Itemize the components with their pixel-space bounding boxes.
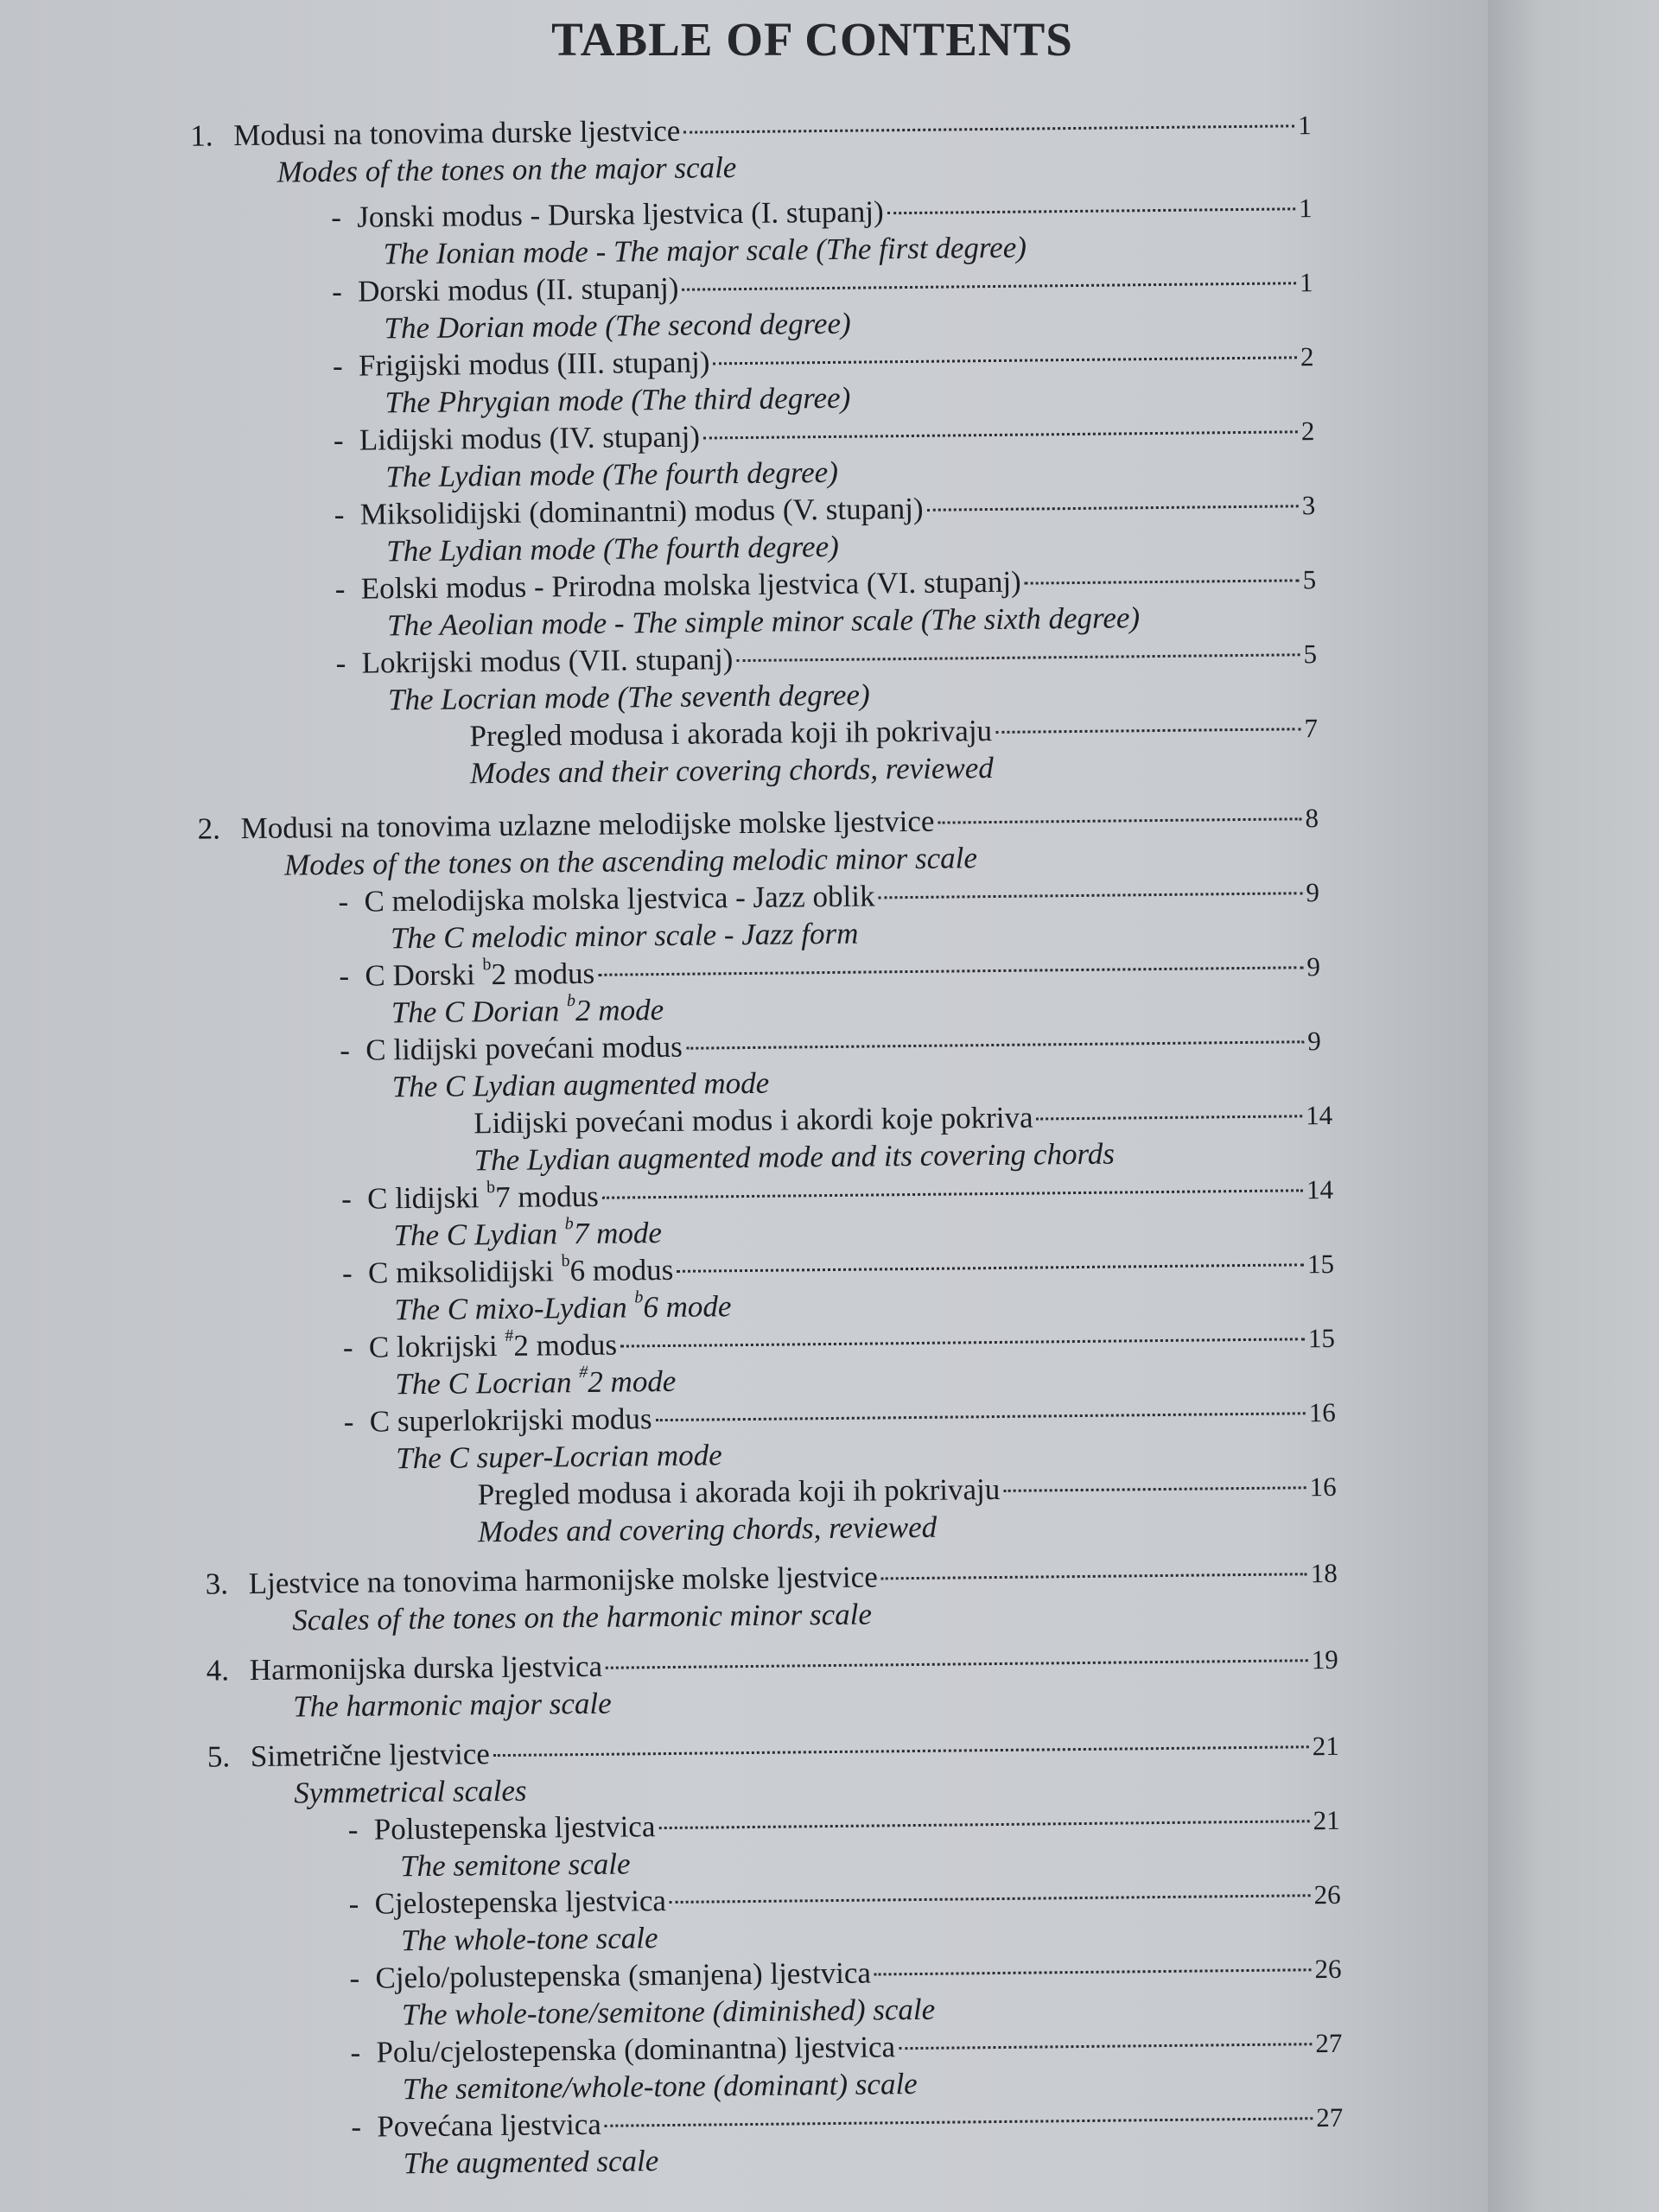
toc-entry[interactable]	[17, 1726, 1401, 1815]
accidental-superscript: #	[505, 1326, 514, 1346]
dot-leader	[602, 1189, 1303, 1198]
label-text: 7 modus	[494, 1179, 599, 1215]
entry-translation: Modes and their covering chords, reviewed	[469, 751, 995, 791]
toc-entry[interactable]	[11, 1169, 1395, 1258]
toc-entry[interactable]	[14, 1392, 1397, 1481]
entry-translation: The semitone scale	[399, 1847, 631, 1884]
dot-leader	[493, 1745, 1309, 1757]
dot-leader	[938, 817, 1301, 823]
entry-label: Pregled modusa i akorada koji ih pokrivaju	[469, 714, 993, 753]
toc-entry[interactable]	[19, 1948, 1402, 2037]
table-of-contents	[0, 105, 1404, 2186]
entry-translation: The Locrian mode (The seventh degree)	[387, 677, 870, 717]
bullet-dash: -	[333, 423, 344, 457]
dot-leader	[606, 1659, 1308, 1669]
dot-leader	[620, 1338, 1305, 1347]
entry-label: Cjelo/polustepenska (smanjena) ljestvica	[375, 1955, 872, 1995]
accidental-superscript: b	[482, 955, 492, 975]
entry-label: C melodijska molska ljestvica - Jazz oblik	[364, 879, 875, 918]
page-number: 2	[1300, 341, 1314, 372]
page-number: 7	[1304, 713, 1319, 744]
dot-leader	[683, 124, 1294, 133]
entry-label: Dorski modus (II. stupanj)	[357, 270, 679, 308]
label-text: C miksolidijski	[367, 1254, 562, 1290]
entry-label: Polu/cjelostepenska (dominantna) ljestvica	[376, 2030, 896, 2069]
entry-number: 5.	[207, 1739, 231, 1774]
toc-entry[interactable]	[9, 946, 1392, 1035]
translation-text: The C Lydian	[393, 1217, 566, 1253]
toc-entry[interactable]	[5, 633, 1389, 722]
translation-text: The C Dorian	[391, 994, 568, 1030]
page-number: 15	[1306, 1248, 1335, 1280]
accidental-superscript: b	[486, 1178, 496, 1198]
entry-translation: The Ionian mode - The major scale (The first degree)	[383, 230, 1027, 271]
label-text: C lokrijski	[368, 1328, 505, 1364]
bullet-dash: -	[340, 1181, 352, 1216]
dot-leader	[878, 892, 1302, 899]
toc-entry[interactable]	[1, 188, 1384, 276]
toc-entry[interactable]	[10, 1020, 1393, 1109]
bullet-dash: -	[339, 958, 350, 993]
entry-label	[365, 955, 594, 995]
translation-text: The C Locrian	[395, 1365, 580, 1402]
entry-translation: Modes of the tones on the ascending melodic minor scale	[283, 841, 978, 882]
dot-leader	[881, 1573, 1307, 1580]
accidental-superscript: #	[579, 1363, 588, 1382]
entry-label: Miksolidijski (dominantni) modus (V. stupanj)	[359, 491, 924, 531]
toc-entry[interactable]	[6, 708, 1389, 797]
toc-entry[interactable]	[0, 105, 1383, 194]
label-text: C lidijski	[366, 1180, 487, 1216]
entry-number: 2.	[197, 811, 221, 846]
bullet-dash: -	[341, 1255, 353, 1290]
dot-leader	[1037, 1115, 1303, 1120]
entry-number: 1.	[190, 118, 213, 153]
bullet-dash: -	[343, 1404, 354, 1439]
page-number: 5	[1302, 564, 1317, 595]
bullet-dash: -	[335, 645, 346, 680]
dot-leader	[682, 282, 1296, 290]
entry-label: Pregled modusa i akorada koji ih pokrivaju	[477, 1471, 1001, 1512]
page-number: 21	[1313, 1804, 1340, 1836]
page-number: 21	[1312, 1730, 1339, 1762]
bullet-dash: -	[332, 348, 343, 383]
accidental-superscript: b	[566, 991, 576, 1011]
page-number: 27	[1316, 2101, 1344, 2133]
entry-label: Eolski modus - Prirodna molska ljestvica (VI. stupanj)	[360, 564, 1021, 606]
label-text: 2 modus	[513, 1327, 618, 1363]
bullet-dash: -	[334, 497, 345, 531]
accidental-superscript: b	[564, 1214, 574, 1234]
entry-label: C superlokrijski modus	[369, 1402, 652, 1439]
entry-translation: The semitone/whole-tone (dominant) scale	[402, 2067, 918, 2107]
entry-label: Simetrične ljestvice	[250, 1737, 491, 1774]
dot-leader	[658, 1820, 1309, 1829]
toc-entry[interactable]	[18, 1800, 1402, 1889]
entry-translation: The C Lydian augmented mode	[391, 1065, 770, 1104]
dot-leader	[686, 1040, 1304, 1049]
dot-leader	[1025, 579, 1300, 584]
entry-label	[368, 1251, 674, 1292]
entry-translation: Symmetrical scales	[294, 1773, 527, 1810]
toc-entry[interactable]	[18, 1874, 1402, 1963]
translation-text: 7 mode	[573, 1216, 663, 1251]
entry-label: Modusi na tonovima uzlazne melodijske molske ljestvice	[240, 804, 935, 846]
page-number: 1	[1299, 267, 1313, 298]
toc-entry[interactable]	[21, 2097, 1404, 2186]
dot-leader	[995, 728, 1300, 734]
entry-translation: The augmented scale	[403, 2144, 659, 2181]
entry-label: Povećana ljestvica	[377, 2107, 602, 2144]
translation-text: 6 mode	[643, 1289, 732, 1325]
page-number: 15	[1307, 1322, 1336, 1354]
translation-text: 2 mode	[575, 993, 664, 1028]
entry-label: Lidijski modus (IV. stupanj)	[359, 419, 701, 457]
entry-number: 4.	[206, 1653, 230, 1688]
translation-text: The C mixo-Lydian	[394, 1290, 635, 1327]
accidental-superscript: b	[634, 1287, 644, 1307]
page-number: 8	[1305, 803, 1319, 834]
translation-text: 2 mode	[588, 1363, 677, 1399]
entry-translation: The C melodic minor scale - Jazz form	[390, 916, 859, 956]
toc-entry[interactable]	[4, 485, 1388, 574]
page-number: 26	[1314, 1953, 1342, 1985]
entry-label	[367, 1178, 599, 1217]
page-number: 16	[1309, 1471, 1337, 1503]
toc-entry[interactable]	[13, 1318, 1396, 1407]
dot-leader	[736, 653, 1300, 662]
bullet-dash: -	[334, 571, 346, 606]
bullet-dash: -	[348, 1886, 359, 1921]
toc-entry[interactable]	[20, 2023, 1403, 2112]
dot-leader	[927, 505, 1299, 512]
toc-entry[interactable]	[10, 1095, 1394, 1184]
page-number: 27	[1315, 2027, 1343, 2059]
bullet-dash: -	[331, 200, 342, 234]
bullet-dash: -	[349, 1961, 360, 1995]
toc-entry[interactable]	[7, 798, 1390, 887]
dot-leader	[887, 207, 1296, 214]
entry-label	[369, 1326, 618, 1366]
page-number: 14	[1306, 1173, 1334, 1205]
bullet-dash: -	[347, 1812, 359, 1847]
toc-entry[interactable]	[3, 336, 1386, 425]
label-text: C Dorski	[365, 957, 483, 993]
bullet-dash: -	[331, 274, 342, 308]
entry-label: Lokrijski modus (VII. stupanj)	[361, 642, 734, 680]
page-number: 9	[1307, 1026, 1321, 1057]
toc-entry[interactable]	[2, 262, 1385, 351]
bullet-dash: -	[350, 2035, 361, 2069]
toc-entry[interactable]	[16, 1553, 1399, 1642]
entry-translation: Modes and covering chords, reviewed	[477, 1510, 938, 1549]
dot-leader	[598, 966, 1303, 976]
label-text: 2 modus	[491, 956, 595, 992]
bullet-dash: -	[338, 884, 349, 918]
page-number: 18	[1310, 1557, 1338, 1589]
entry-label: Polustepenska ljestvica	[373, 1809, 656, 1847]
entry-translation: The whole-tone scale	[400, 1921, 658, 1958]
toc-entry[interactable]	[12, 1243, 1395, 1332]
bullet-dash: -	[342, 1330, 353, 1364]
entry-translation: The Aeolian mode - The simple minor scale (The sixth degree)	[386, 601, 1141, 643]
bullet-dash: -	[340, 1033, 351, 1067]
toc-entry[interactable]	[5, 559, 1389, 648]
page-title: TABLE OF CONTENTS	[551, 13, 1073, 66]
page-number: 1	[1297, 110, 1312, 141]
entry-translation: The whole-tone/semitone (diminished) scale	[401, 1992, 936, 2032]
entry-translation: Modes of the tones on the major scale	[276, 150, 737, 189]
dot-leader	[670, 1894, 1311, 1904]
entry-label: Lidijski povećani modus i akordi koje pokriva	[473, 1100, 1033, 1141]
page-number: 9	[1306, 877, 1320, 908]
accidental-superscript: b	[561, 1251, 570, 1271]
entry-translation: Scales of the tones on the harmonic minor scale	[292, 1597, 873, 1637]
dot-leader	[677, 1263, 1304, 1273]
toc-entry[interactable]	[3, 410, 1387, 499]
label-text: 6 modus	[569, 1252, 674, 1288]
entry-label: Frigijski modus (III. stupanj)	[358, 345, 710, 383]
page-number: 16	[1308, 1396, 1336, 1428]
dot-leader	[899, 2043, 1312, 2050]
entry-translation: The harmonic major scale	[293, 1686, 612, 1724]
page-number: 26	[1313, 1878, 1341, 1910]
dot-leader	[713, 356, 1297, 365]
entry-translation: The Phrygian mode (The third degree)	[385, 380, 851, 420]
dot-leader	[874, 1968, 1312, 1975]
entry-translation: The Dorian mode (The second degree)	[384, 306, 851, 346]
page-number: 9	[1306, 951, 1321, 982]
entry-translation: The Lydian mode (The fourth degree)	[386, 529, 839, 569]
page-number: 3	[1301, 490, 1316, 521]
entry-label: Jonski modus - Durska ljestvica (I. stupanj)	[357, 194, 884, 234]
dot-leader	[703, 430, 1298, 439]
page-number: 2	[1300, 416, 1315, 447]
page-number: 1	[1298, 193, 1313, 224]
page-number: 19	[1311, 1643, 1338, 1675]
toc-entry[interactable]	[16, 1639, 1400, 1728]
entry-translation: The Lydian augmented mode and its covering chords	[474, 1136, 1116, 1178]
toc-entry[interactable]	[15, 1466, 1398, 1555]
bullet-dash: -	[351, 2109, 362, 2144]
entry-number: 3.	[205, 1567, 229, 1601]
entry-label: Harmonijska durska ljestvica	[249, 1649, 603, 1688]
page-edge	[1488, 0, 1659, 2212]
entry-label: Ljestvice na tonovima harmonijske molske ljestvice	[248, 1560, 878, 1601]
entry-translation: The Lydian mode (The fourth degree)	[385, 454, 839, 494]
dot-leader	[1003, 1486, 1306, 1492]
dot-leader	[655, 1412, 1305, 1421]
page-number: 14	[1305, 1099, 1333, 1131]
toc-entry[interactable]	[8, 872, 1391, 961]
page-number: 5	[1303, 639, 1318, 670]
entry-label: Cjelostepenska ljestvica	[374, 1884, 667, 1921]
entry-translation: The C super-Locrian mode	[396, 1438, 722, 1476]
entry-label: C lidijski povećani modus	[365, 1029, 683, 1067]
dot-leader	[605, 2117, 1313, 2127]
entry-label: Modusi na tonovima durske ljestvice	[233, 113, 681, 153]
